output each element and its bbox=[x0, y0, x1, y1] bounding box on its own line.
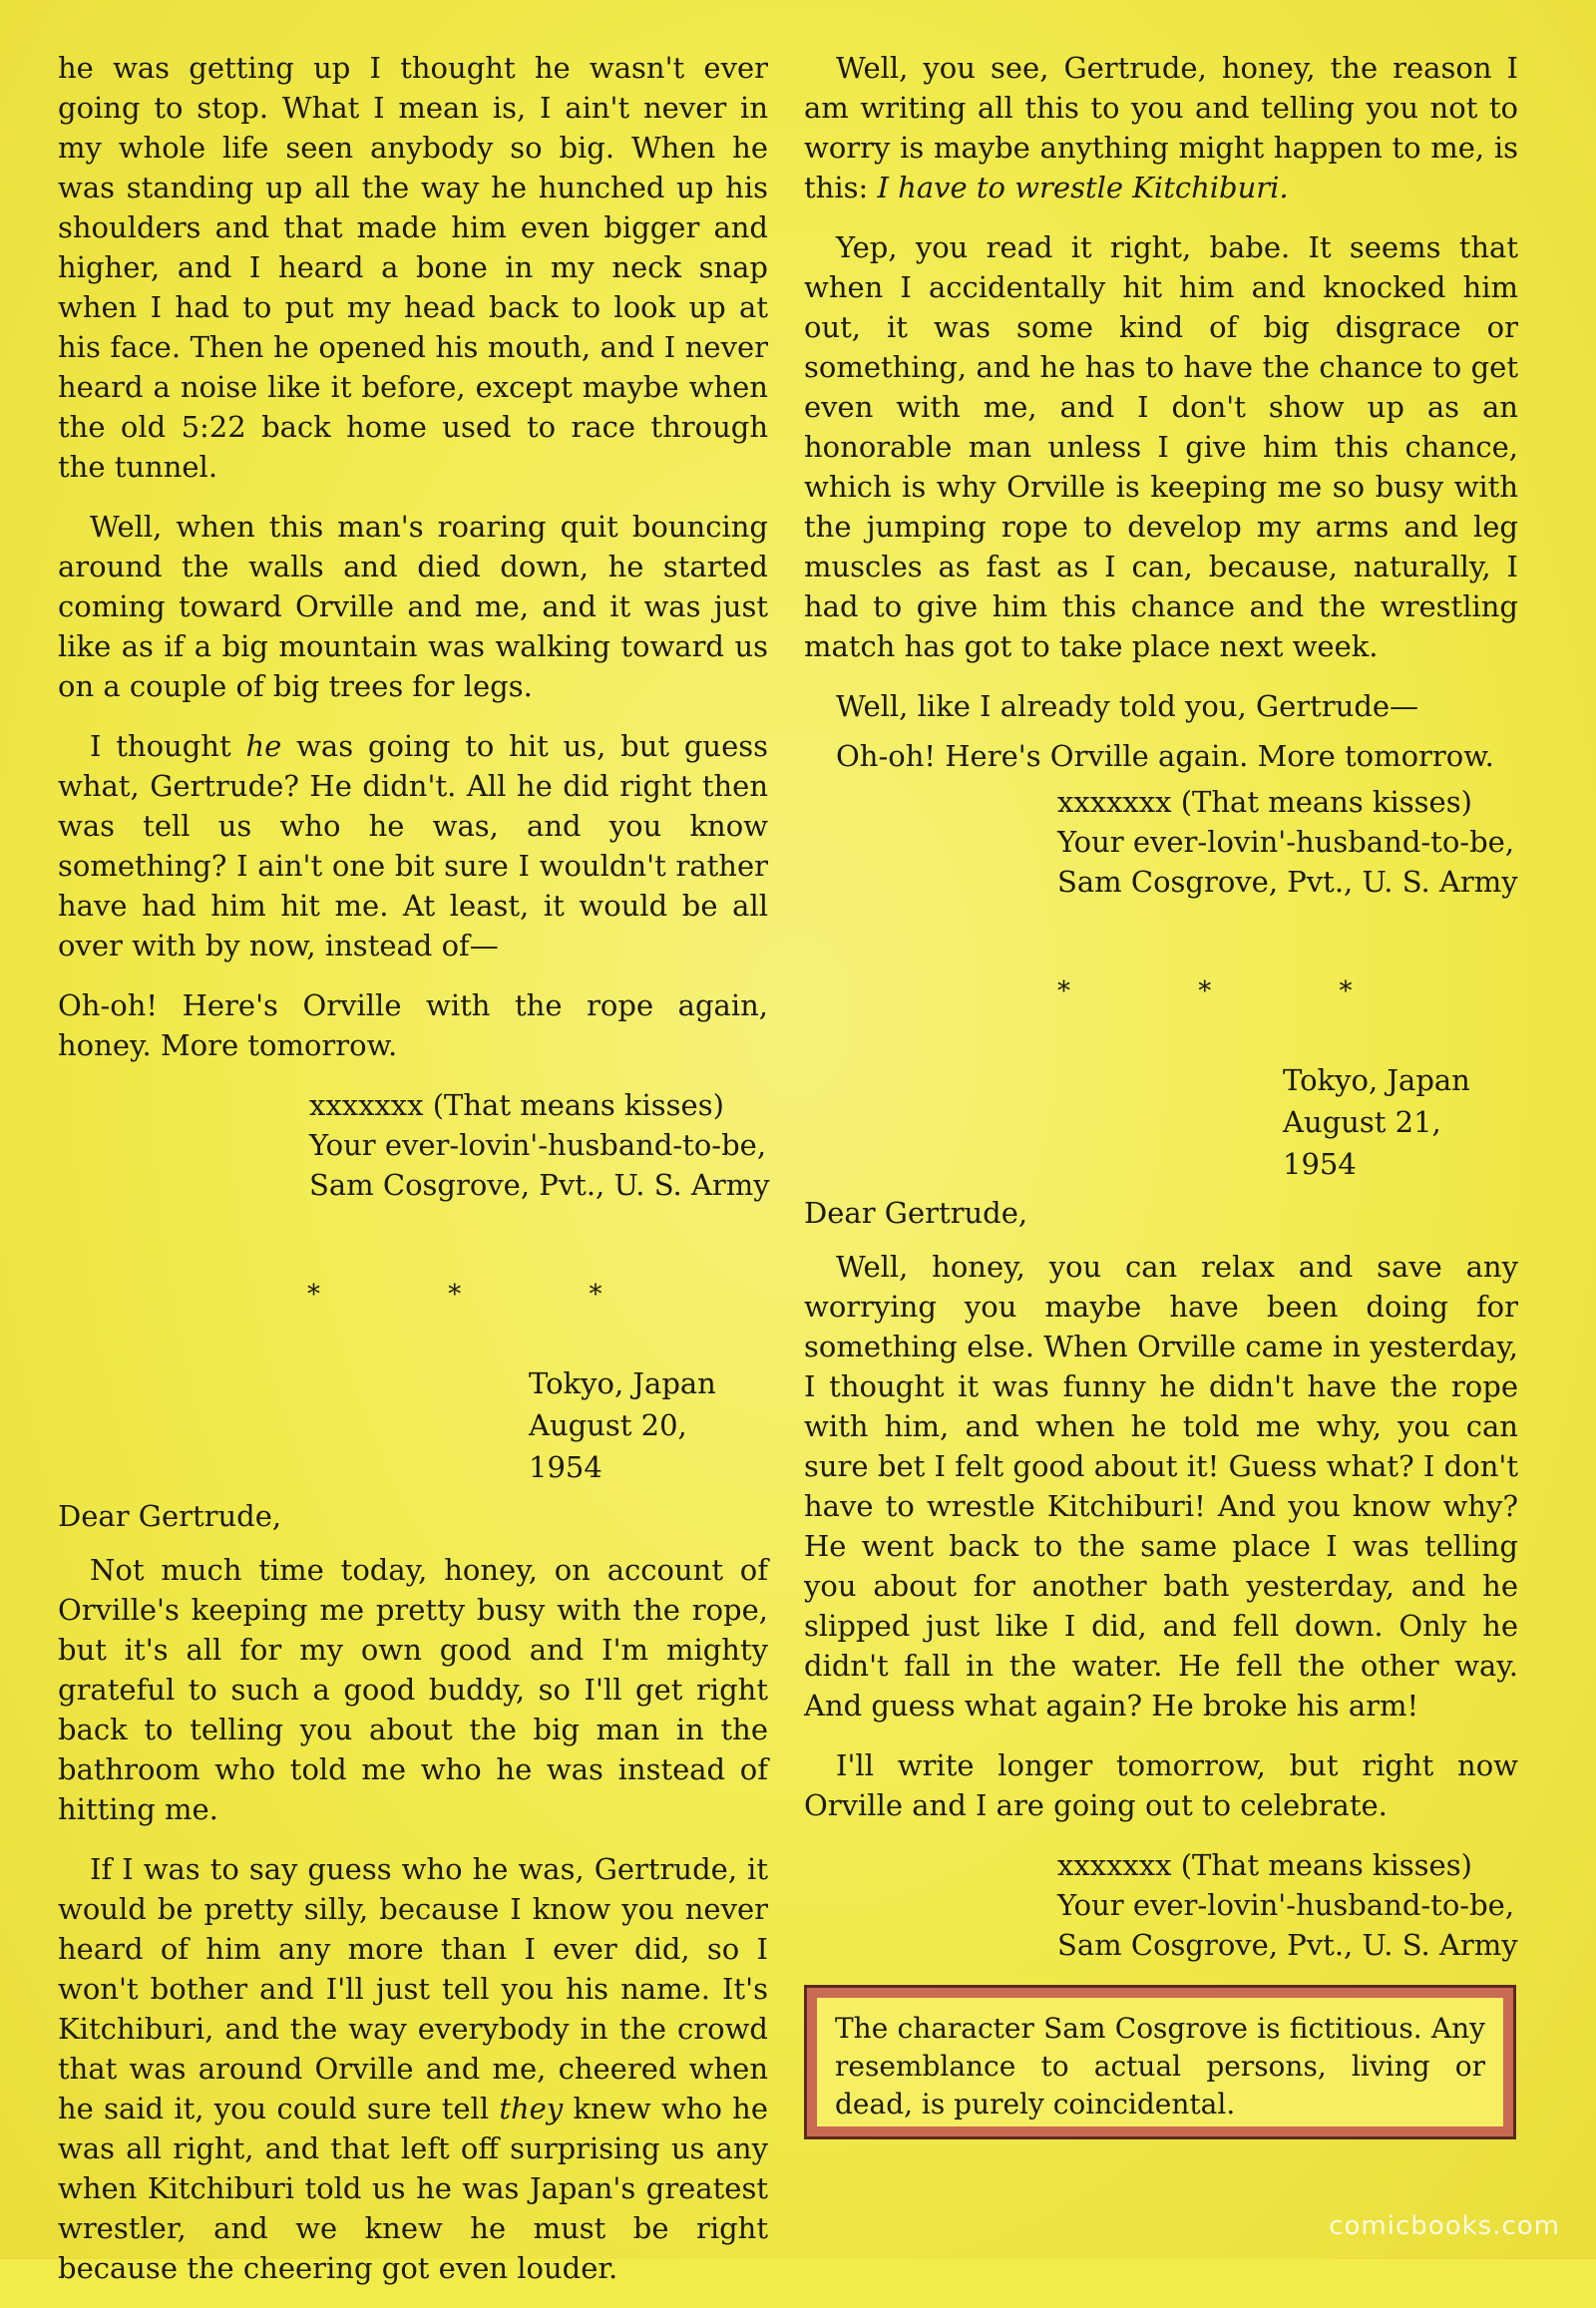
disclaimer-box bbox=[804, 1985, 1516, 2139]
italic-text: I have to wrestle Kitchiburi. bbox=[877, 171, 1289, 204]
letter-dateline bbox=[529, 1362, 768, 1488]
text-run: I thought bbox=[90, 729, 246, 763]
italic-text: they bbox=[499, 2092, 564, 2125]
paragraph: Yep, you read it right, babe. It seems that when I accidentally hit him and knocked him out, it was some kind of big disgrace or something, and he has to have the chance to get even with me, and I don't show up as an honorable man unless I give him this chance, which is why Orville is keeping me so busy with the jumping rope to develop my arms and leg muscles as fast as I can, because, naturally, I had to give him this chance and the wrestling match has got to take place next week. bbox=[804, 230, 1518, 663]
paragraph: he was getting up I thought he wasn't ever going to stop. What I mean is, I ain't never in my whole life seen anybody so big. When he was standing up all the way he hunched up his shoulders and that made him even bigger and higher, and I heard a bone in my neck snap when I had to put my head back to look up at his face. Then he opened his mouth, and I never heard a noise like it before, except maybe when the old 5:22 back home used to race through the tunnel. bbox=[58, 51, 768, 484]
paragraph: Oh-oh! Here's Orville again. More tomorrow. bbox=[836, 739, 1494, 773]
signature-kisses: xxxxxxx (That means kisses) bbox=[309, 1088, 724, 1122]
letter-place: Tokyo, Japan bbox=[529, 1366, 716, 1400]
watermark-text: comicbooks.com bbox=[1329, 2211, 1560, 2241]
paragraph: Oh-oh! Here's Orville with the rope again, honey. More tomorrow. bbox=[58, 988, 768, 1062]
signature-name: Sam Cosgrove, Pvt., U. S. Army bbox=[1057, 1928, 1518, 1962]
signature-block bbox=[1057, 1845, 1518, 1965]
letter-date: August 21, 1954 bbox=[1283, 1105, 1441, 1181]
letter-dateline bbox=[1283, 1059, 1518, 1185]
signature-kisses: xxxxxxx (That means kisses) bbox=[1057, 1848, 1472, 1882]
signature-name: Sam Cosgrove, Pvt., U. S. Army bbox=[309, 1168, 770, 1202]
letter-date: August 20, 1954 bbox=[529, 1408, 687, 1484]
paragraph: Well, like I already told you, Gertrude— bbox=[836, 689, 1419, 723]
signature-block bbox=[1057, 782, 1518, 902]
signature-kisses: xxxxxxx (That means kisses) bbox=[1057, 785, 1472, 819]
signature-closing: Your ever-lovin'-husband-to-be, bbox=[309, 1128, 767, 1162]
signature-block bbox=[309, 1085, 768, 1205]
section-divider-stars: * * * bbox=[1057, 976, 1412, 1006]
letter-place: Tokyo, Japan bbox=[1283, 1063, 1470, 1097]
text-run: Well, you see, Gertrude, honey, the reason I am writing all this to you and telling you not to worry is maybe anything might happen to me, is this: bbox=[804, 51, 1518, 204]
text-run: If I was to say guess who he was, Gertrude, it would be pretty silly, because I know you never heard of him any more than I ever did, so I won't bother and I'll just tell you his name. It's Kitchiburi, and the way everybody in the crowd that was around Orville and me, cheered when he said it, you could sure tell bbox=[58, 1852, 768, 2125]
signature-closing: Your ever-lovin'-husband-to-be, bbox=[1057, 1888, 1515, 1922]
text-run: was going to hit us, but guess what, Gertrude? He didn't. All he did right then was tell us who he was, and you know something? I ain't one bit sure I wouldn't rather have had him hit me. At least, it would be all over with by now, instead of— bbox=[58, 729, 768, 962]
paragraph: Well, honey, you can relax and save any worrying you maybe have been doing for something else. When Orville came in yesterday, I thought it was funny he didn't have the rope with him, and when he told me why, you can sure bet I felt good about it! Guess what? I don't have to wrestle Kitchiburi! And you know why? He went back to the same place I was telling you about for another bath yesterday, and he slipped just like I did, and fell down. Only he didn't fall in the water. He fell the other way. And guess what again? He broke his arm! bbox=[804, 1250, 1518, 1723]
paragraph bbox=[58, 726, 768, 965]
paragraph: Well, when this man's roaring quit bouncing around the walls and died down, he started coming toward Orville and me, and it was just like as if a big mountain was walking toward us on a couple of big trees for legs. bbox=[58, 510, 768, 703]
salutation: Dear Gertrude, bbox=[58, 1499, 282, 1533]
paragraph: I'll write longer tomorrow, but right now Orville and I are going out to celebrate. bbox=[804, 1748, 1518, 1822]
paragraph bbox=[804, 48, 1518, 207]
right-column bbox=[804, 48, 1518, 1965]
left-column bbox=[58, 48, 768, 2308]
section-divider-stars: * * * bbox=[307, 1280, 662, 1310]
italic-text: he bbox=[245, 729, 282, 763]
paragraph bbox=[58, 1849, 768, 2288]
signature-name: Sam Cosgrove, Pvt., U. S. Army bbox=[1057, 865, 1518, 899]
salutation: Dear Gertrude, bbox=[804, 1196, 1028, 1230]
signature-closing: Your ever-lovin'-husband-to-be, bbox=[1057, 825, 1515, 859]
disclaimer-text: The character Sam Cosgrove is fictitious. Any resemblance to actual persons, living or dead, is purely coincidental. bbox=[817, 1998, 1503, 2126]
paragraph: Not much time today, honey, on account of Orville's keeping me pretty busy with the rope, but it's all for my own good and I'm mighty grateful to such a good buddy, so I'll get right back to telling you about the big man in the bathroom who told me who he was instead of hitting me. bbox=[58, 1553, 768, 1826]
text-run: knew who he was all right, and that left off surprising us any when Kitchiburi told us he was Japan's greatest wrestler, and we knew he must be right because the cheering got even louder. bbox=[58, 2092, 768, 2285]
